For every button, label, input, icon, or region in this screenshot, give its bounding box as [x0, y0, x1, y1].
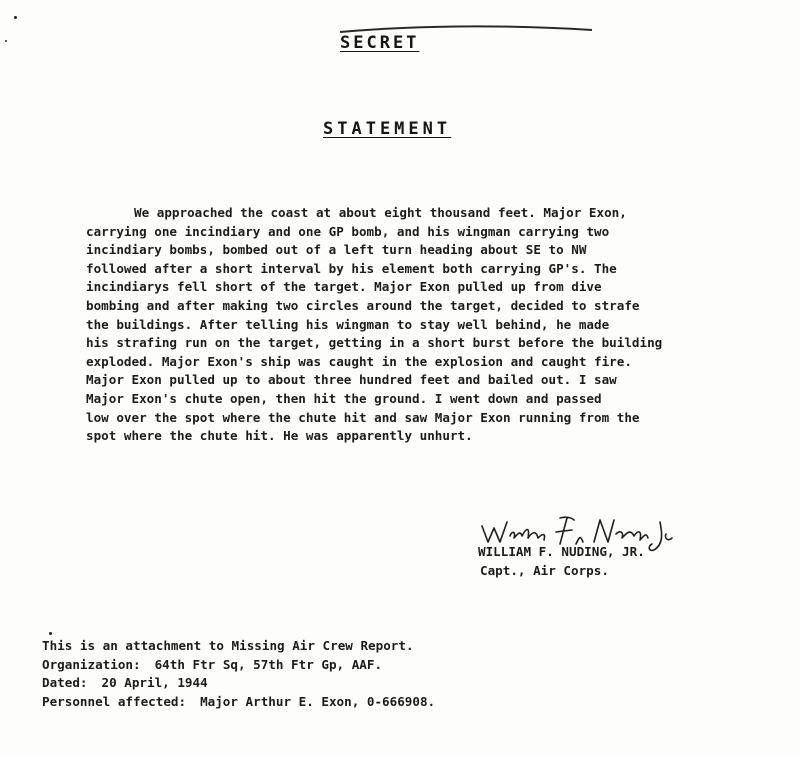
paper-speck	[5, 40, 7, 42]
personnel-line	[42, 693, 435, 712]
statement-line: bombing and after making two circles around the target, decided to strafe	[86, 297, 640, 313]
organization-line	[42, 656, 435, 675]
statement-body	[86, 204, 662, 446]
statement-line: carrying one incindiary and one GP bomb, and his wingman carrying two	[86, 223, 610, 239]
report-footer	[42, 637, 435, 711]
document-title: STATEMENT	[323, 119, 452, 139]
personnel-value: Major Arthur E. Exon, 0-666908.	[200, 693, 436, 709]
organization-label: Organization:	[42, 656, 141, 672]
statement-line: incindiarys fell short of the target. Major Exon pulled up from dive	[86, 279, 602, 295]
dated-label: Dated:	[42, 675, 88, 690]
paper-speck	[14, 16, 17, 19]
personnel-label: Personnel affected:	[42, 693, 187, 709]
statement-line: Major Exon's chute open, then hit the ground. I went down and passed	[86, 390, 602, 406]
classification-marking: SECRET	[340, 33, 420, 53]
dated-value: 20 April, 1944	[101, 675, 208, 690]
statement-line: exploded. Major Exon's ship was caught in the explosion and caught fire.	[86, 353, 632, 369]
statement-line: Major Exon pulled up to about three hundred feet and bailed out. I saw	[86, 372, 617, 388]
statement-line: incindiary bombs, bombed out of a left turn heading about SE to NW	[86, 242, 587, 258]
statement-line: low over the spot where the chute hit and saw Major Exon running from the	[86, 409, 640, 425]
signatory-name: WILLIAM F. NUDING, JR.	[478, 544, 645, 559]
signatory-rank: Capt., Air Corps.	[480, 563, 609, 578]
statement-line: the buildings. After telling his wingman to stay well behind, he made	[86, 316, 610, 332]
statement-line: We approached the coast at about eight thousand feet. Major Exon,	[134, 205, 627, 220]
dated-line	[42, 674, 435, 693]
paper-speck	[49, 632, 52, 635]
attachment-note: This is an attachment to Missing Air Crew Report.	[42, 638, 414, 653]
statement-line: spot where the chute hit. He was apparently unhurt.	[86, 428, 473, 444]
statement-line: followed after a short interval by his element both carrying GP's. The	[86, 260, 617, 276]
organization-value: 64th Ftr Sq, 57th Ftr Gp, AAF.	[154, 656, 383, 672]
statement-line: his strafing run on the target, getting in a short burst before the building	[86, 335, 663, 351]
signature-block	[478, 542, 645, 580]
